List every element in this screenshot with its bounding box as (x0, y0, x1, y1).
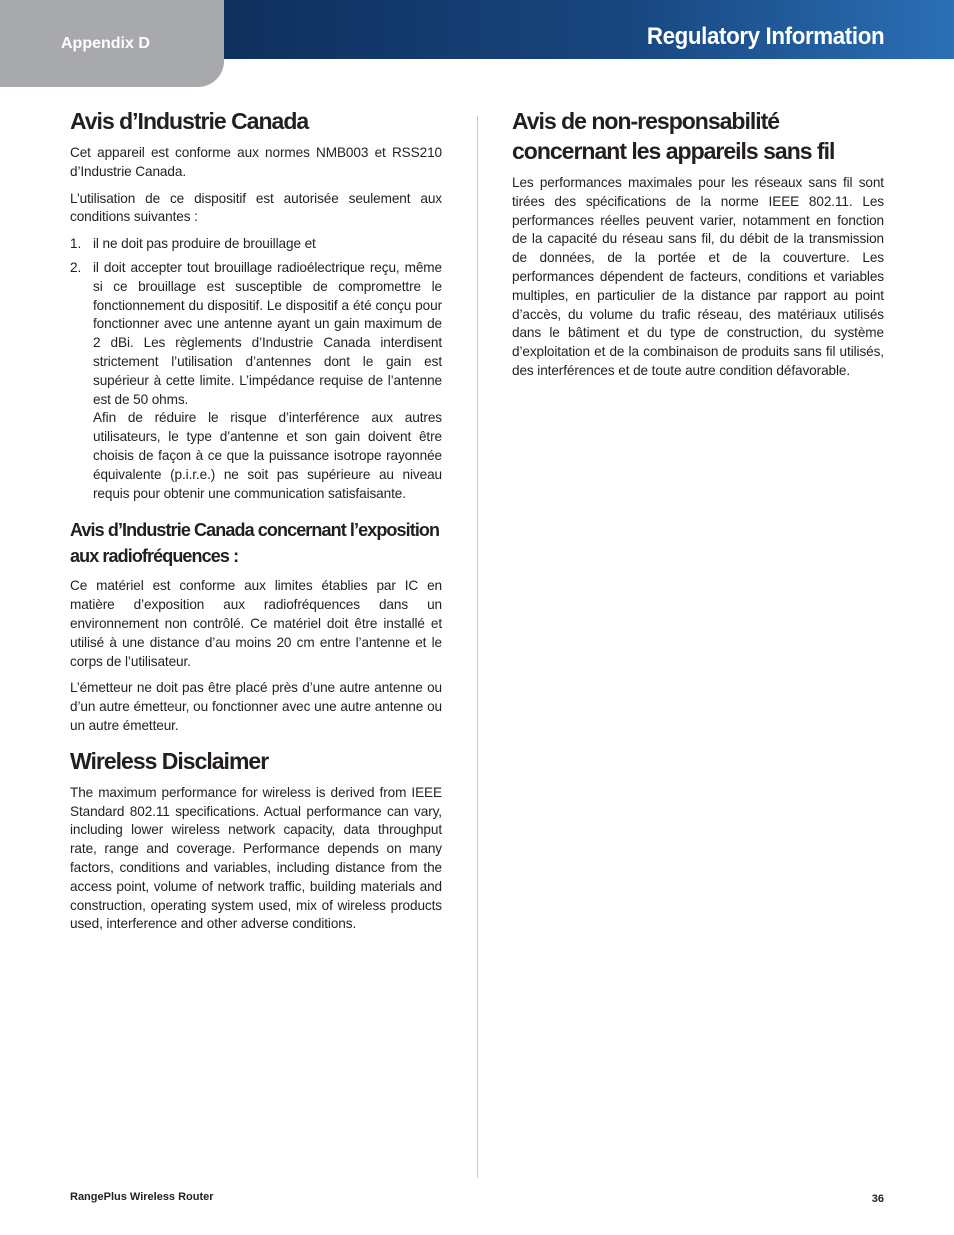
list-item-text: il doit accepter tout brouillage radioélectrique reçu, même si ce brouillage est susceptible de compromettre le fonctionnement du dispositif. Le dispositif a été conçu pour fonctionner avec une antenne ayant un gain maximum de 2 dBi. Les règlements d’Industrie Canada interdisent strictement l’utilisation d’antennes dont le gain est supérieur à cette limite. L’impédance requise de l’antenne est de 50 ohms. (93, 259, 442, 407)
heading-avis-industrie-canada: Avis d’Industrie Canada (70, 108, 309, 134)
paragraph: Ce matériel est conforme aux limites établies par IC en matière d’exposition aux radiofréquences dans un environnement non contrôlé. Ce matériel doit être installé et utilisé à une distance d’au moins 20 cm entre l’antenne et le corps de l’utilisateur. (70, 578, 442, 669)
paragraph: L’émetteur ne doit pas être placé près d’une autre antenne ou d’un autre émetteur, ou fonctionner avec une autre antenne ou un autre émetteur. (70, 680, 442, 733)
paragraph: Les performances maximales pour les réseaux sans fil sont tirées des spécifications de la norme IEEE 802.11. Les performances réelles peuvent varier, notamment en fonction de la capacité du réseau sans fil, du débit de la transmission de données, de la portée et de la couverture. Les performances dépendent de facteurs, conditions et variables multiples, en particulier de la distance par rapport au point d’accès, du volume du trafic réseau, des matériaux utilisés dans le bâtiment et du type de construction, du système d’exploitation et de la combinaison de produits sans fil utilisés, des interférences et de toute autre condition défavorable. (512, 175, 884, 378)
list-item (70, 235, 442, 254)
footer-page-number: 36 (871, 1193, 884, 1205)
left-column (70, 106, 442, 942)
header-bar (224, 0, 954, 59)
list-item (70, 259, 442, 503)
list-item-text: il ne doit pas produire de brouillage et (93, 236, 316, 252)
paragraph: Cet appareil est conforme aux normes NMB003 et RSS210 d’Industrie Canada. (70, 145, 442, 179)
paragraph: L’utilisation de ce dispositif est autorisée seulement aux conditions suivantes : (70, 190, 442, 225)
list-number: 2. (70, 259, 82, 275)
footer-product-name: RangePlus Wireless Router (70, 1191, 214, 1203)
heading-exposition-radiofrequences: Avis d’Industrie Canada concernant l’exposition aux radiofréquences : (70, 520, 440, 567)
column-divider (477, 116, 478, 1178)
appendix-tab (0, 0, 224, 87)
paragraph: The maximum performance for wireless is derived from IEEE Standard 802.11 specifications. Actual performance can vary, including lower wireless network capacity, data throughput rate, range and coverage. Performance depends on many factors, conditions and variables, including distance from the access point, volume of network traffic, building materials and construction, operating system used, mix of wireless products used, interference and other adverse conditions. (70, 784, 442, 932)
heading-avis-non-responsabilite: Avis de non-responsabilité concernant les appareils sans fil (512, 108, 835, 164)
appendix-label: Appendix D (61, 35, 150, 52)
page-title: Regulatory Information (646, 23, 884, 50)
list-item-text: Afin de réduire le risque d’interférence aux autres utilisateurs, le type d’antenne et son gain doivent être choisis de façon à ce que la puissance isotrope rayonnée équivalente (p.i.r.e.) ne soit pas supérieure au niveau requis pour obtenir une communication satisfaisante. (93, 410, 442, 501)
right-column (512, 106, 884, 389)
conditions-list (70, 235, 442, 503)
heading-wireless-disclaimer: Wireless Disclaimer (70, 747, 269, 774)
list-number: 1. (70, 236, 82, 252)
